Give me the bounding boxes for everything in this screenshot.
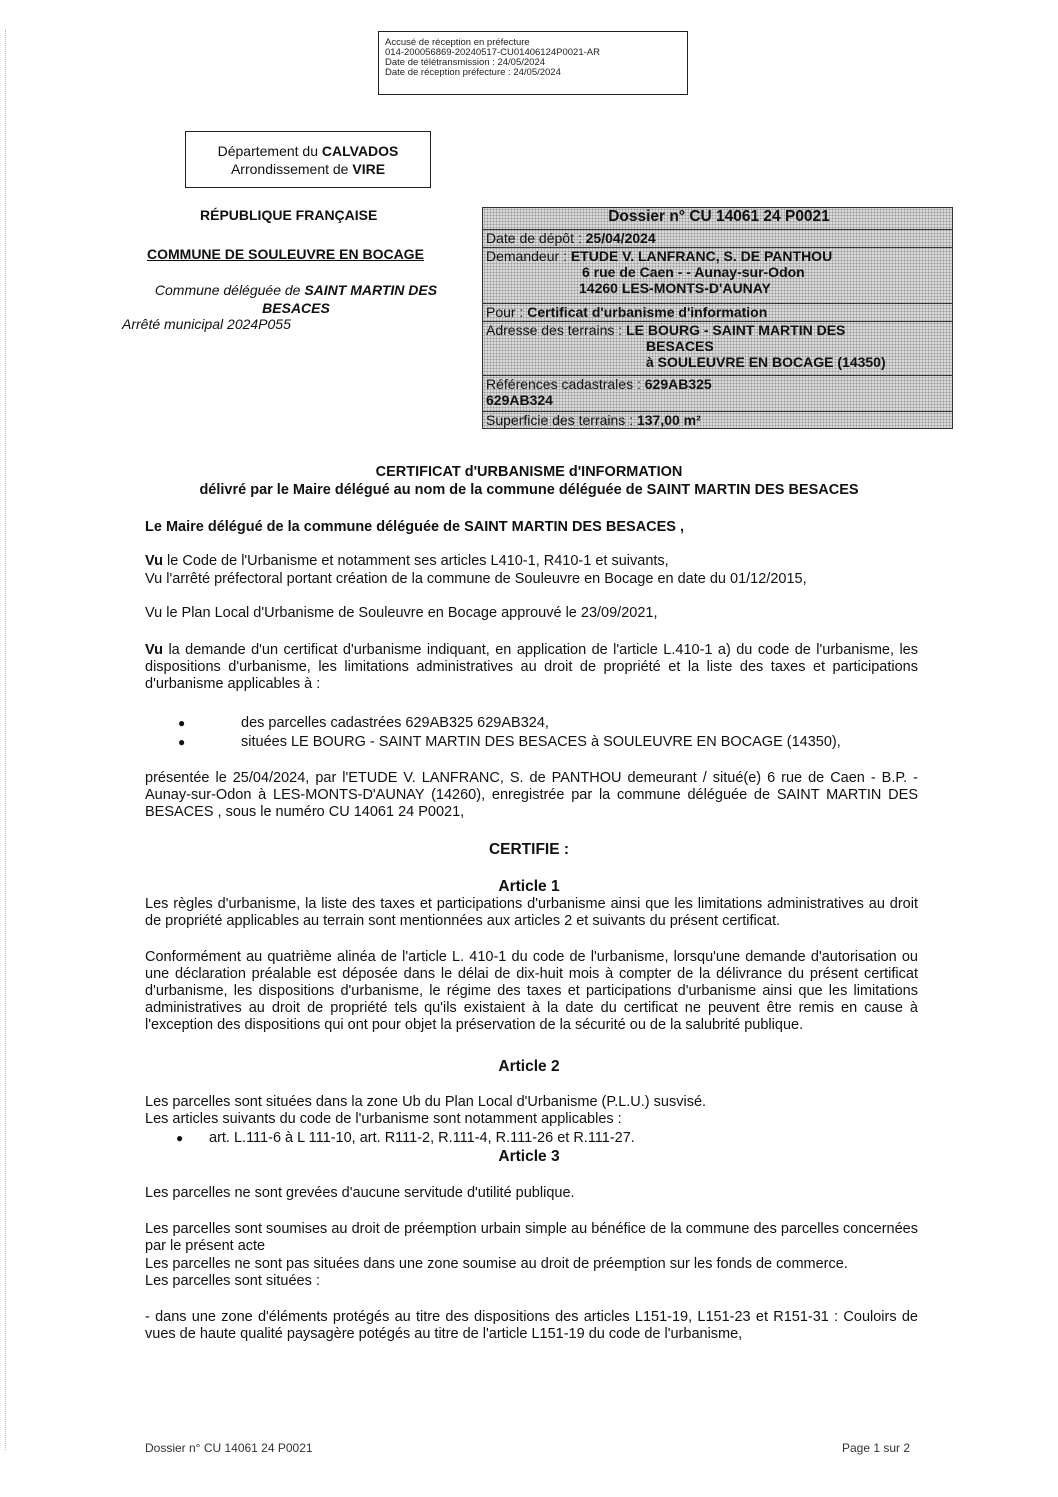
dossier-box	[482, 207, 953, 429]
vu-bold: Vu	[145, 553, 163, 569]
reference-2: 629AB324	[486, 392, 553, 408]
pour-label: Pour :	[486, 304, 524, 320]
deleguee-name-2: BESACES	[262, 300, 330, 316]
article-3-paragraph-5: - dans une zone d'éléments protégés au titre des dispositions des articles L151-19, L151-23 et R151-31 : Couloirs de vues de haute qualité paysagère potégés au titre de l'article L151-19 du code de l'urbanisme,	[145, 1309, 918, 1342]
article-3-paragraph-4: Les parcelles sont situées :	[145, 1273, 320, 1289]
presentee-paragraph: présentée le 25/04/2024, par l'ETUDE V. LANFRANC, S. de PANTHOU demeurant / situé(e) 6 rue de Caen - B.P. - Aunay-sur-Odon à LES-MONTS-D'AUNAY (14260), enregistrée par la commune déléguée de SAINT MARTIN DES BESACES , sous le numéro CU 14061 24 P0021,	[145, 770, 918, 820]
pour-row	[483, 303, 952, 320]
demandeur-label: Demandeur :	[486, 248, 567, 264]
demandeur-line-1: ETUDE V. LANFRANC, S. DE PANTHOU	[570, 248, 833, 264]
certificate-title-line-2: délivré par le Maire délégué au nom de la commune déléguée de SAINT MARTIN DES BESACES	[199, 482, 859, 498]
article-2-bullet: art. L.111-6 à L 111-10, art. R111-2, R.111-4, R.111-26 et R.111-27.	[209, 1130, 635, 1146]
department-box	[185, 131, 431, 188]
deleguee-name-1: SAINT MARTIN DES	[304, 282, 438, 298]
article-3-title: Article 3	[498, 1148, 560, 1165]
references-row	[483, 375, 952, 411]
certifie-heading: CERTIFIE :	[488, 841, 570, 858]
vu-bold: Vu	[145, 642, 163, 658]
superficie-row	[483, 411, 952, 428]
vu-demande	[145, 642, 918, 693]
article-1-paragraph-2: Conformément au quatrième alinéa de l'article L. 410-1 du code de l'urbanisme, lorsqu'une demande d'autorisation ou une déclaration préalable est déposée dans le délai de dix-huit mois à compter de la délivrance du présent certificat d'urbanisme, les dispositions d'urbanisme, le régime des taxes et participations d'urbanisme ainsi que les limitations administratives au droit de propriété tels qu'ils existaient à la date du certificat ne peuvent être remis en cause à l'exception des dispositions qui ont pour objet la préservation de la sécurité ou de la salubrité publique.	[145, 949, 918, 1033]
commune-deleguee	[140, 281, 452, 317]
vu-demande-text: la demande d'un certificat d'urbanisme indiquant, en application de l'article L.410-1 a) du code de l'urbanisme, les dispositions d'urbanisme, les limitations administratives au droit de propriété et la liste des taxes et participations d'urbanisme applicables à :	[145, 642, 918, 692]
article-3-paragraph-3: Les parcelles ne sont pas situées dans une zone soumise au droit de préemption sur les fonds de commerce.	[145, 1256, 848, 1272]
scan-edge-marks	[5, 30, 8, 1450]
bullet-situees: situées LE BOURG - SAINT MARTIN DES BESACES à SOULEUVRE EN BOCAGE (14350),	[241, 734, 841, 750]
article-1-paragraph-1: Les règles d'urbanisme, la liste des taxes et participations d'urbanisme ainsi que les limitations administratives au droit de propriété applicables au terrain sont mentionnées aux articles 2 et suivants du présent certificat.	[145, 896, 918, 929]
adresse-line-1: LE BOURG - SAINT MARTIN DES	[626, 322, 846, 338]
superficie-value: 137,00 m²	[636, 412, 701, 428]
commune-heading: COMMUNE DE SOULEUVRE EN BOCAGE	[147, 246, 424, 262]
vu-code-urbanisme	[145, 553, 918, 570]
bullet-dot: ●	[178, 716, 186, 730]
republique-heading: RÉPUBLIQUE FRANÇAISE	[200, 207, 378, 223]
footer-dossier: Dossier n° CU 14061 24 P0021	[145, 1441, 313, 1455]
date-depot-label: Date de dépôt :	[486, 230, 582, 246]
acknowledgement-stamp	[378, 31, 688, 95]
reference-1: 629AB325	[644, 376, 712, 392]
article-2-paragraph-1: Les parcelles sont situées dans la zone Ub du Plan Local d'Urbanisme (P.L.U.) susvisé.	[145, 1094, 707, 1110]
date-depot-row	[483, 229, 952, 246]
departement-prefix: Département du	[217, 143, 319, 159]
date-depot-value: 25/04/2024	[585, 230, 656, 246]
dossier-title: Dossier n° CU 14061 24 P0021	[608, 208, 830, 225]
ack-line: Date de télétransmission : 24/05/2024	[385, 57, 546, 68]
superficie-label: Superficie des terrains :	[486, 412, 634, 428]
bullet-dot: ●	[176, 1131, 184, 1145]
article-1-title: Article 1	[498, 878, 560, 895]
adresse-row	[483, 321, 952, 375]
deleguee-prefix: Commune déléguée de	[154, 282, 301, 298]
bullet-dot: ●	[178, 735, 186, 749]
ack-line: Date de réception préfecture : 24/05/2024	[385, 67, 561, 78]
article-2-paragraph-2: Les articles suivants du code de l'urbanisme sont notamment applicables :	[145, 1111, 622, 1127]
arrete-number: Arrêté municipal 2024P055	[122, 316, 291, 332]
vu-code-text: le Code de l'Urbanisme et notamment ses articles L410-1, R410-1 et suivants,	[163, 553, 669, 569]
article-2-title: Article 2	[498, 1058, 560, 1075]
references-label: Références cadastrales :	[486, 376, 641, 392]
demandeur-row	[483, 247, 952, 303]
adresse-line-3: à SOULEUVRE EN BOCAGE (14350)	[646, 354, 886, 370]
article-3-paragraph-1: Les parcelles ne sont grevées d'aucune servitude d'utilité publique.	[145, 1185, 575, 1201]
certificate-title	[0, 463, 1058, 499]
ack-line: Accusé de réception en préfecture	[385, 37, 530, 48]
arrondissement-name: VIRE	[352, 161, 386, 177]
article-3-paragraph-2: Les parcelles sont soumises au droit de préemption urbain simple au bénéfice de la commune des parcelles concernées par le présent acte	[145, 1221, 918, 1254]
ack-line: 014-200056869-20240517-CU01406124P0021-AR	[385, 47, 600, 58]
demandeur-line-3: 14260 LES-MONTS-D'AUNAY	[579, 280, 771, 296]
certificate-title-line-1: CERTIFICAT d'URBANISME d'INFORMATION	[375, 464, 683, 480]
arrondissement-prefix: Arrondissement de	[230, 161, 349, 177]
maire-statement: Le Maire délégué de la commune déléguée de SAINT MARTIN DES BESACES ,	[145, 519, 685, 535]
demandeur-line-2: 6 rue de Caen - - Aunay-sur-Odon	[582, 264, 805, 280]
vu-plu: Vu le Plan Local d'Urbanisme de Souleuvre en Bocage approuvé le 23/09/2021,	[145, 605, 658, 621]
pour-value: Certificat d'urbanisme d'information	[527, 304, 768, 320]
adresse-label: Adresse des terrains :	[486, 322, 623, 338]
adresse-line-2: BESACES	[646, 338, 714, 354]
vu-arrete-prefectoral: Vu l'arrêté préfectoral portant création de la commune de Souleuvre en Bocage en date du 01/12/2015,	[145, 571, 807, 587]
footer-page-number: Page 1 sur 2	[842, 1441, 911, 1455]
bullet-parcelles: des parcelles cadastrées 629AB325 629AB324,	[241, 715, 549, 731]
departement-name: CALVADOS	[321, 143, 399, 159]
